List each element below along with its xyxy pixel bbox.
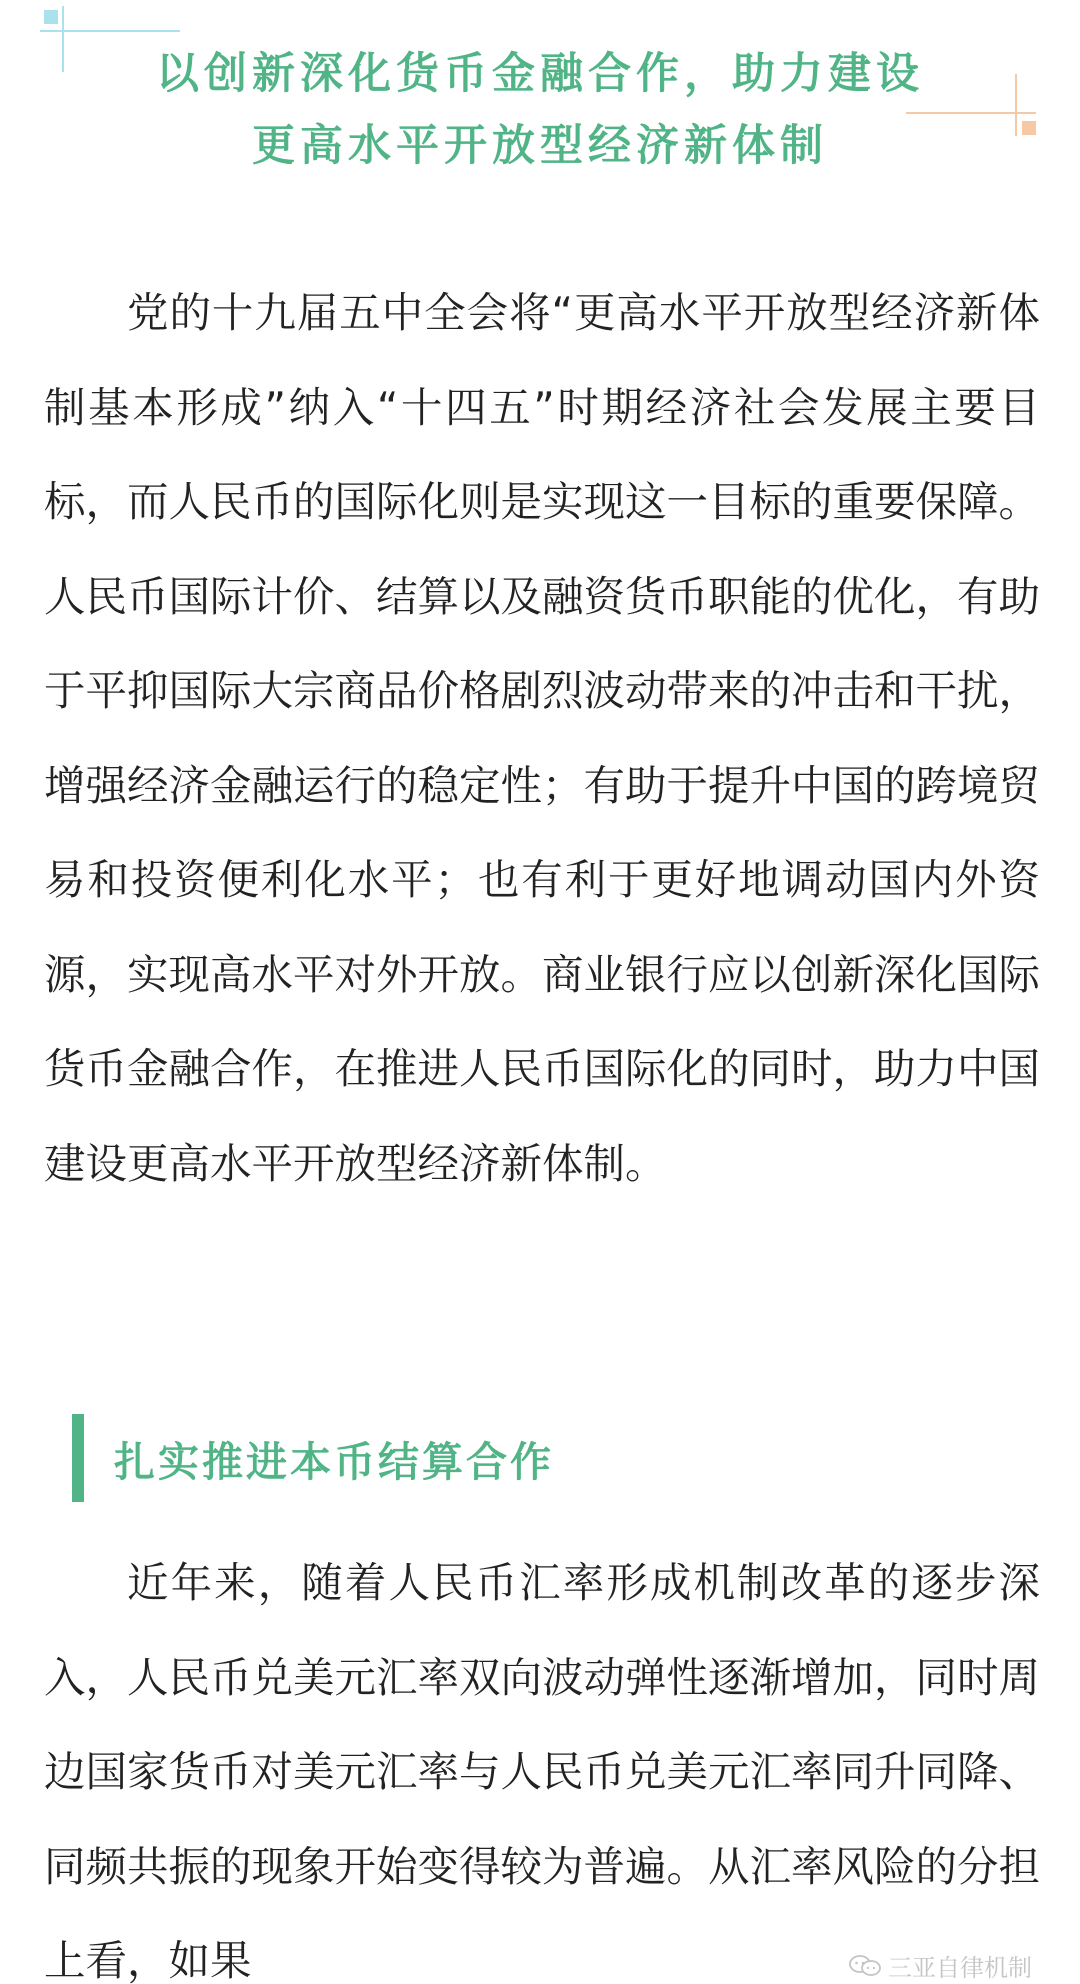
article-title-line-2: 更高水平开放型经济新体制: [252, 121, 828, 171]
watermark: [848, 1948, 1032, 1983]
section-heading: [72, 1414, 554, 1502]
article-title-line-1: 以创新深化货币金融合作，助力建设: [156, 49, 924, 99]
corner-line-top-left-horizontal: [40, 30, 180, 32]
body-paragraph-1: 党的十九届五中全会将“更高水平开放型经济新体制基本形成”纳入“十四五”时期经济社会发展主要目标，而人民币的国际化则是实现这一目标的重要保障。人民币国际计价、结算以及融资货币职能的优化，有助于平抑国际大宗商品价格剧烈波动带来的冲击和干扰，增强经济金融运行的稳定性；有助于提升中国的跨境贸易和投资便利化水平；也有利于更好地调动国内外资源，实现高水平对外开放。商业银行应以创新深化国际货币金融合作，在推进人民币国际化的同时，助力中国建设更高水平开放型经济新体制。: [44, 288, 1041, 1188]
watermark-text: 三亚自律机制: [888, 1954, 1032, 1982]
section-accent-bar: [72, 1414, 84, 1502]
section-heading-text: 扎实推进本币结算合作: [114, 1437, 554, 1486]
corner-square-top-left: [44, 10, 58, 24]
article-title: [0, 38, 1080, 182]
wechat-icon: [848, 1955, 882, 1977]
body-paragraph-2: 近年来，随着人民币汇率形成机制改革的逐步深入，人民币兑美元汇率双向波动弹性逐渐增加，同时周边国家货币对美元汇率与人民币兑美元汇率同升同降、同频共振的现象开始变得较为普遍。从汇率风险的分担上看，如果: [44, 1558, 1041, 1984]
